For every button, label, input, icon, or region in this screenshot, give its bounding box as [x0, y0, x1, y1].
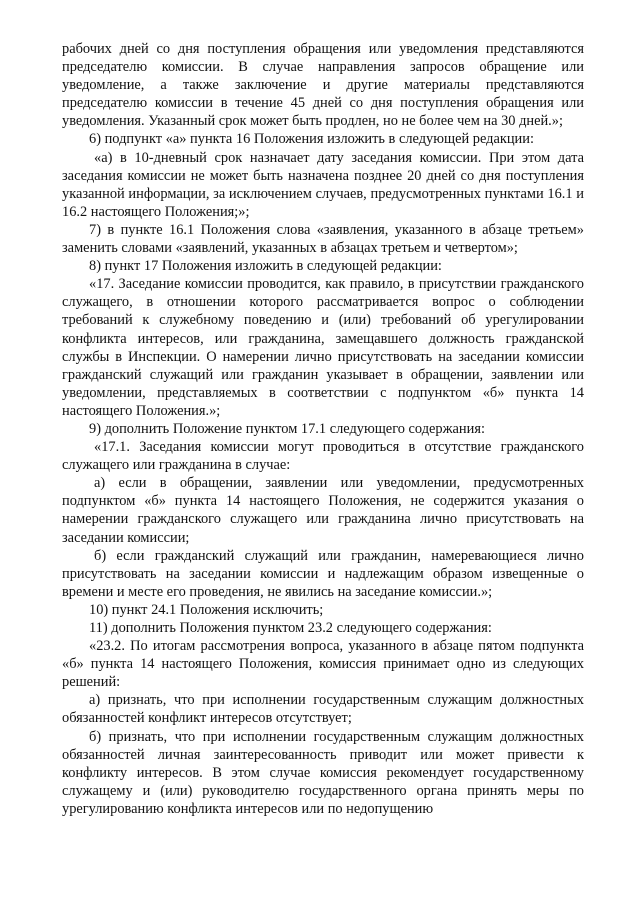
document-page [62, 40, 584, 818]
paragraph-continuation: рабочих дней со дня поступления обращения или уведомления представляются председателю комиссии. В случае направления запросов обращение или уведомление, а также заключение и другие материалы представляются председателю комиссии в течение 45 дней со дня поступления обращения или уведомления. Указанный срок может быть продлен, но не более чем на 30 дней.»; [62, 41, 584, 130]
paragraph-item-11: 11) дополнить Положения пунктом 23.2 следующего содержания: [89, 620, 492, 636]
paragraph-quote-17: «17. Заседание комиссии проводится, как правило, в присутствии гражданского служащего, в отношении которого рассматривается вопрос о соблюдении требований к служебному поведению и (или) требований об урегулировании конфликта интересов, или гражданина, замещавшего должность гражданской службы в Инспекции. О намерении лично присутствовать на заседании комиссии гражданский служащий или гражданин указывает в обращении, заявлении или уведомлении, представляемых в соответствии с подпунктом «б» пункта 14 настоящего Положения.»; [62, 276, 584, 419]
paragraph-sub-a: а) если в обращении, заявлении или уведомлении, предусмотренных подпунктом «б» пункта 14 настоящего Положения, не содержится указания о намерении гражданского служащего или гражданина лично присутствовать на заседании комиссии; [62, 475, 584, 546]
paragraph-quote-17-1: «17.1. Заседания комиссии могут проводиться в отсутствие гражданского служащего или гражданина в случае: [62, 439, 584, 474]
paragraph-item-10: 10) пункт 24.1 Положения исключить; [89, 601, 324, 618]
paragraph-quote-16a: «а) в 10-дневный срок назначает дату заседания комиссии. При этом дата заседания комиссии не может быть назначена позднее 20 дней со дня поступления указанной информации, за исключением случаев, предусмотренных пунктами 16.1 и 16.2 настоящего Положения;»; [62, 149, 584, 220]
paragraph-decision-b: б) признать, что при исполнении государственным служащим должностных обязанностей личная заинтересованность приводит или может привести к конфликту интересов. В этом случае комиссия рекомендует государственному служащему и (или) руководителю государственного органа принять меры по урегулированию конфликта интересов или по недопущению [62, 728, 584, 817]
paragraph-decision-a: а) признать, что при исполнении государственным служащим должностных обязанностей конфликт интересов отсутствует; [62, 692, 584, 727]
paragraph-item-8: 8) пункт 17 Положения изложить в следующей редакции: [89, 258, 442, 275]
paragraph-item-6: 6) подпункт «а» пункта 16 Положения изложить в следующей редакции: [89, 131, 534, 148]
paragraph-quote-23-2: «23.2. По итогам рассмотрения вопроса, указанного в абзаце пятом подпункта «б» пункта 14 настоящего Положения, комиссия принимает одно из следующих решений: [62, 638, 584, 691]
paragraph-item-7: 7) в пункте 16.1 Положения слова «заявления, указанного в абзаце третьем» заменить словами «заявлений, указанных в абзацах третьем и четвертом»; [62, 221, 584, 257]
paragraph-item-9: 9) дополнить Положение пунктом 17.1 следующего содержания: [89, 420, 485, 437]
paragraph-sub-b: б) если гражданский служащий или гражданин, намеревающиеся лично присутствовать на заседании комиссии и надлежащим образом извещенные о времени и месте его проведения, не явились на заседание комиссии.»; [62, 547, 584, 600]
